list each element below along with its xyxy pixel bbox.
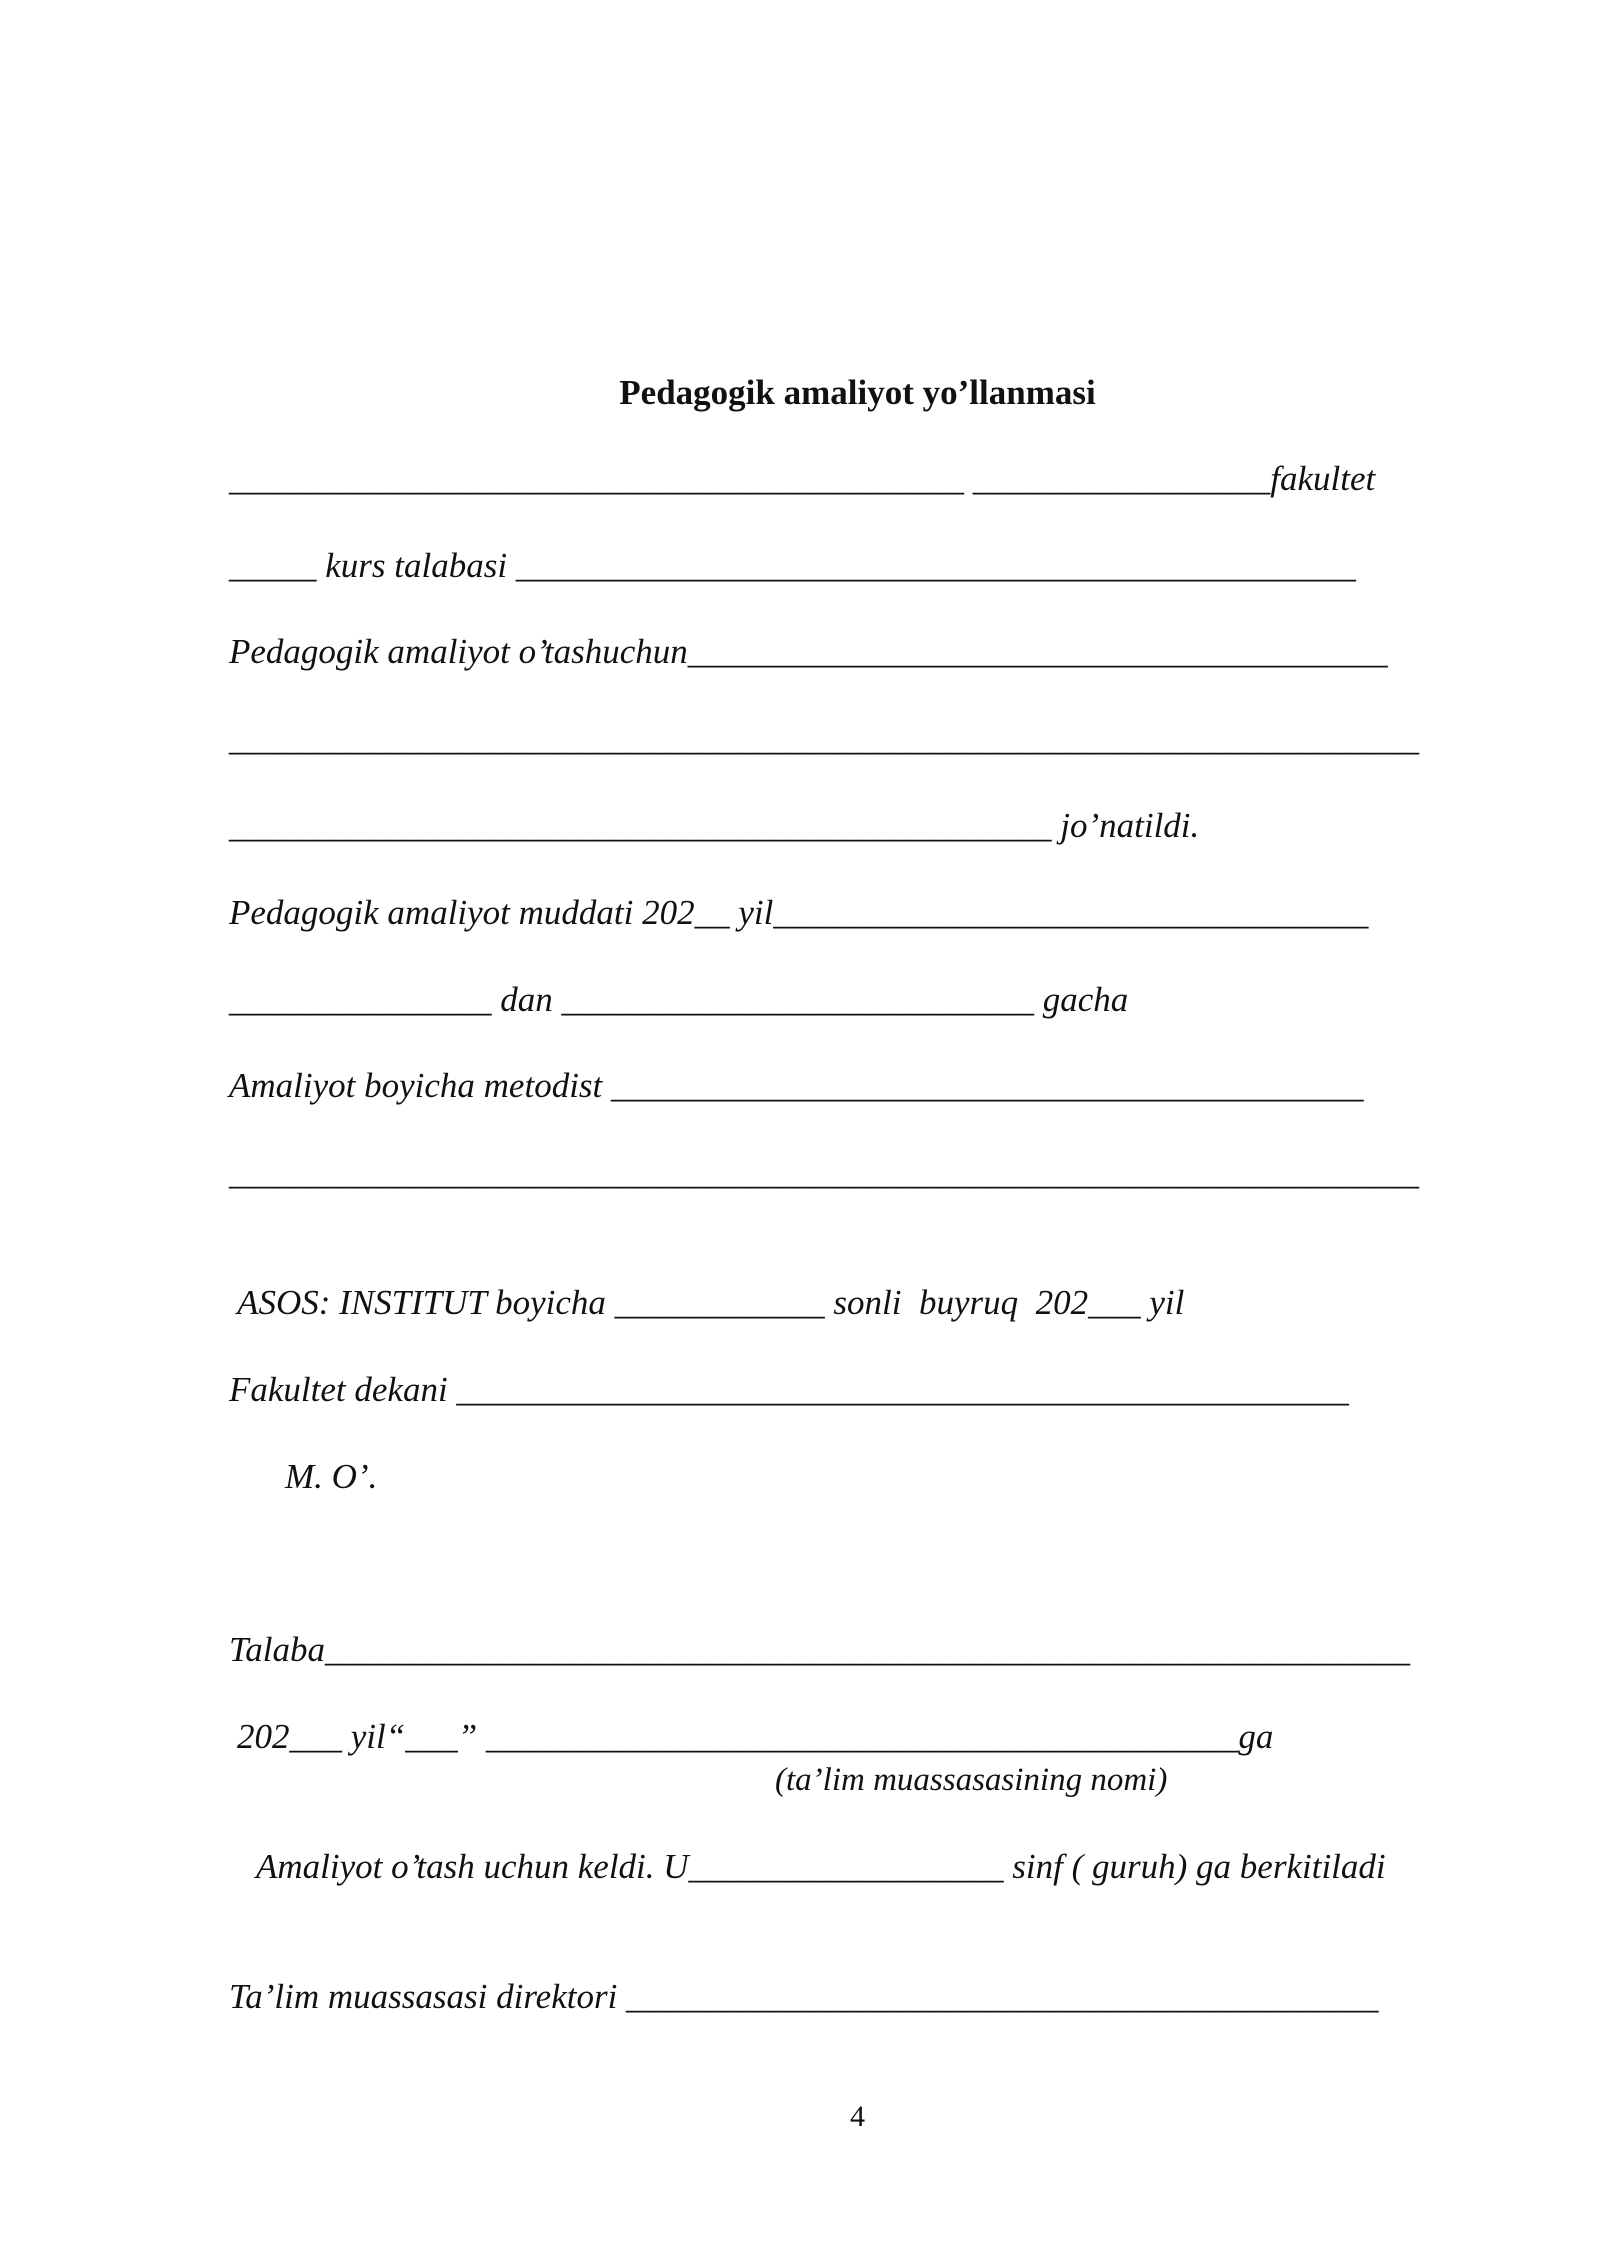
student-line: Talaba______________________________________________________________: [229, 1630, 1410, 1669]
seal-label: M. O’.: [285, 1457, 378, 1496]
blank-line-1: ____________________________________________________________________: [229, 719, 1419, 758]
director-line: Ta’lim muassasasi direktori ___________________________________________: [229, 1977, 1379, 2016]
arrival-date-line: 202___ yil“___” ___________________________________________ga: [237, 1717, 1274, 1756]
faculty-line: __________________________________________ _________________fakultet: [229, 459, 1376, 498]
course-student-line: _____ kurs talabasi ________________________________________________: [229, 546, 1356, 585]
methodist-line: Amaliyot boyicha metodist ___________________________________________: [229, 1066, 1364, 1105]
blank-line-2: ____________________________________________________________________: [229, 1153, 1419, 1192]
dean-line: Fakultet dekani ___________________________________________________: [229, 1370, 1349, 1409]
practice-period-line: Pedagogik amaliyot muddati 202__ yil__________________________________: [229, 893, 1369, 932]
date-range-line: _______________ dan ___________________________ gacha: [229, 980, 1129, 1019]
sent-line: _______________________________________________ jo’natildi.: [229, 806, 1200, 845]
practice-purpose-line: Pedagogik amaliyot o’tashuchun________________________________________: [229, 632, 1388, 671]
institution-name-caption: (ta’lim muassasasining nomi): [775, 1762, 1168, 1798]
page-number: 4: [850, 2100, 865, 2133]
arrival-assignment-line: Amaliyot o’tash uchun keldi. U__________________ sinf ( guruh) ga berkitiladi: [256, 1847, 1386, 1886]
basis-line: ASOS: INSTITUT boyicha ____________ sonli buyruq 202___ yil: [229, 1283, 1185, 1322]
document-title: Pedagogik amaliyot yo’llanmasi: [619, 373, 1096, 412]
